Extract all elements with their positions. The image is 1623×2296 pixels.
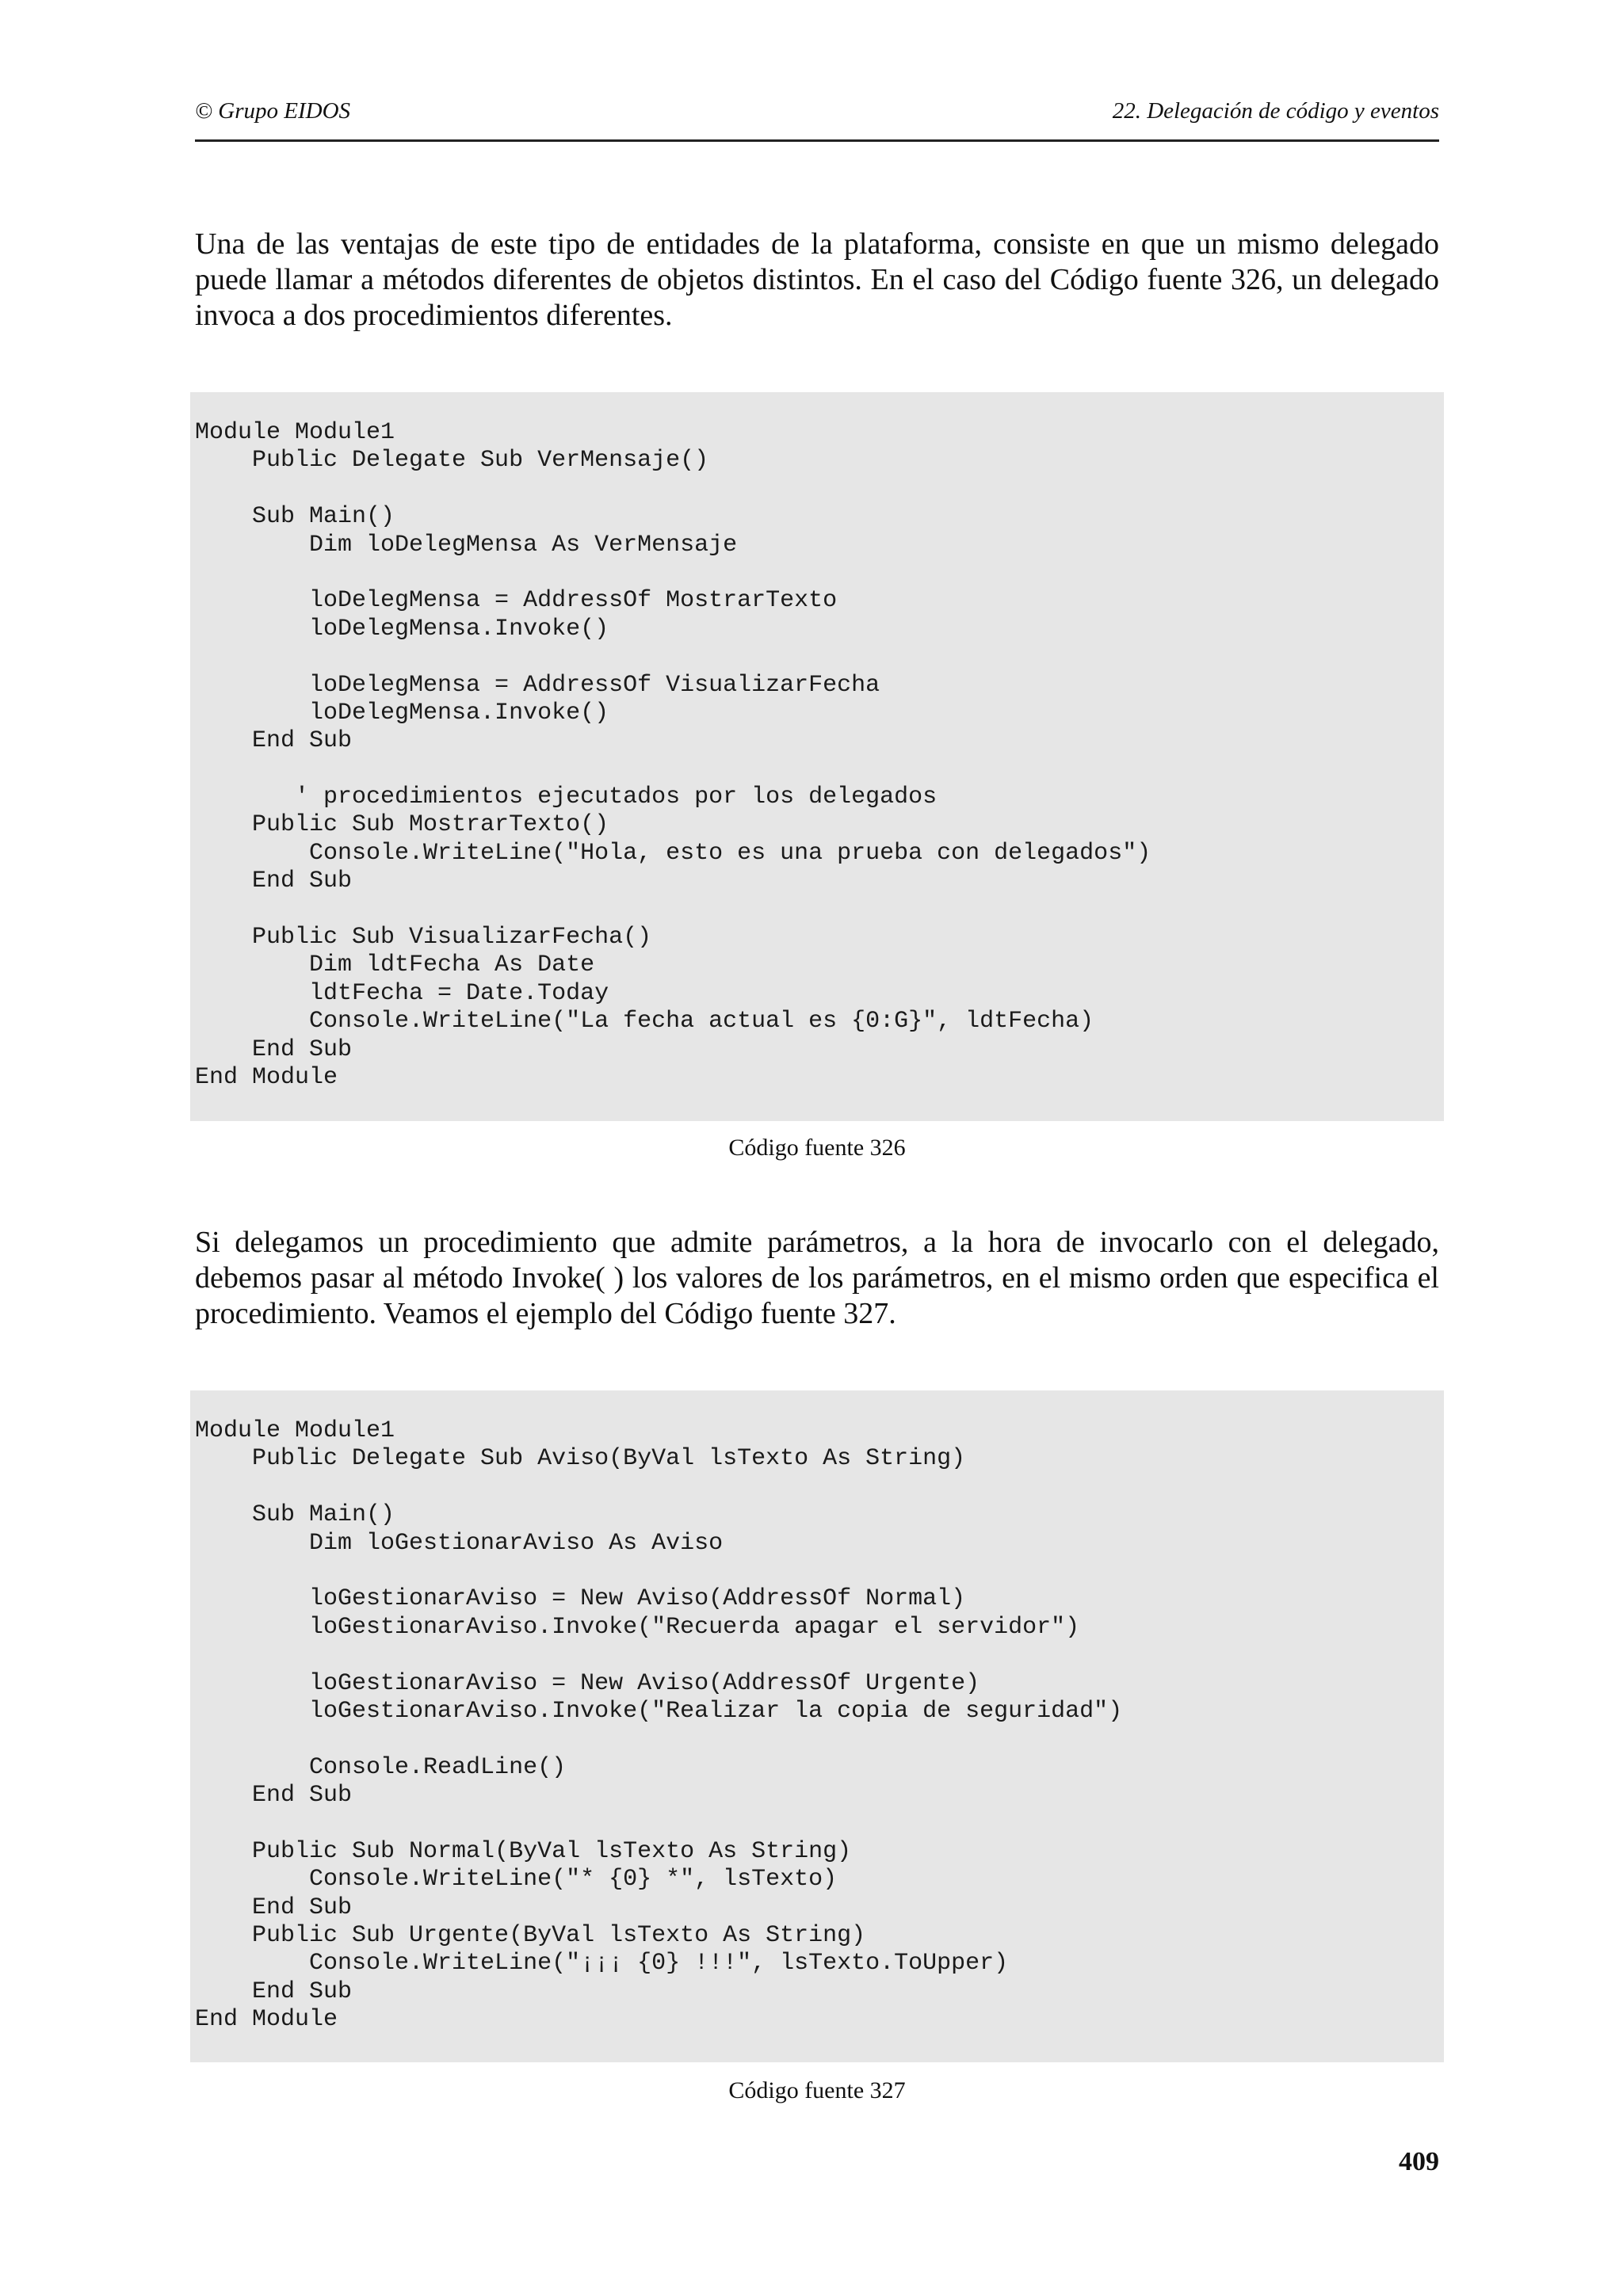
- code-line: End Module: [195, 1063, 338, 1091]
- code-line: Dim ldtFecha As Date: [195, 952, 595, 979]
- code-line: [195, 1726, 1444, 1753]
- code-line: [195, 1810, 1444, 1837]
- paragraph: Si delegamos un procedimiento que admite parámetros, a la hora de invocarlo con el delegado, debemos pasar al método Invoke( ) los valores de los parámetros, en el mismo orden que especifica el procedimiento. Veamos el ejemplo del Código fuente 327.: [195, 1226, 1439, 1330]
- code-line: Console.WriteLine("¡¡¡ {0} !!!", lsTexto.ToUpper): [195, 1950, 1009, 1978]
- code-line: End Module: [195, 2006, 338, 2034]
- code-line: loGestionarAviso.Invoke("Realizar la copia de seguridad"): [195, 1697, 1123, 1725]
- code-line: [195, 643, 1444, 671]
- code-line: ldtFecha = Date.Today: [195, 979, 609, 1007]
- code-line: Sub Main(): [195, 1501, 395, 1529]
- header-publisher: © Grupo EIDOS: [195, 98, 351, 124]
- code-line: loDelegMensa.Invoke(): [195, 699, 609, 727]
- code-line: Console.ReadLine(): [195, 1753, 567, 1781]
- code-line: Console.WriteLine("La fecha actual es {0:G}", ldtFecha): [195, 1008, 1094, 1035]
- code-line: Public Sub MostrarTexto(): [195, 811, 609, 839]
- header-chapter-title: 22. Delegación de código y eventos: [1112, 98, 1439, 124]
- code-line: Console.WriteLine("Hola, esto es una prueba con delegados"): [195, 839, 1151, 867]
- code-line: [195, 1558, 1444, 1585]
- page-header: [195, 93, 1439, 142]
- code-line: End Sub: [195, 868, 353, 895]
- code-line: Dim loDelegMensa As VerMensaje: [195, 531, 738, 559]
- code-line: End Sub: [195, 727, 353, 755]
- code-line: [195, 1474, 1444, 1501]
- code-line: Public Sub Urgente(ByVal lsTexto As String): [195, 1922, 866, 1950]
- code-line: Public Sub VisualizarFecha(): [195, 924, 652, 952]
- code-line: End Sub: [195, 1782, 353, 1810]
- code-line: [195, 559, 1444, 587]
- code-line: End Sub: [195, 1894, 353, 1921]
- code-line: End Sub: [195, 1035, 353, 1063]
- code-line: [195, 475, 1444, 503]
- code-line: loGestionarAviso = New Aviso(AddressOf Urgente): [195, 1669, 980, 1697]
- code-line: [195, 1642, 1444, 1669]
- code-caption: Código fuente 327: [728, 2077, 906, 2103]
- code-line: Public Delegate Sub Aviso(ByVal lsTexto As String): [195, 1445, 966, 1473]
- code-line: Module Module1: [195, 1417, 395, 1444]
- code-line: Public Sub Normal(ByVal lsTexto As String): [195, 1837, 852, 1865]
- code-line: Sub Main(): [195, 503, 395, 531]
- code-caption: Código fuente 326: [728, 1135, 906, 1161]
- code-line: loDelegMensa = AddressOf MostrarTexto: [195, 587, 838, 615]
- code-block: [190, 392, 1444, 1121]
- code-line: loGestionarAviso = New Aviso(AddressOf Normal): [195, 1585, 966, 1613]
- code-line: Console.WriteLine("* {0} *", lsTexto): [195, 1866, 838, 1894]
- code-line: loGestionarAviso.Invoke("Recuerda apagar el servidor"): [195, 1613, 1080, 1641]
- code-line: [195, 896, 1444, 924]
- code-line: Public Delegate Sub VerMensaje(): [195, 447, 709, 475]
- code-line: [195, 756, 1444, 784]
- page-number: 409: [1399, 2147, 1439, 2176]
- code-line: Module Module1: [195, 419, 395, 446]
- code-line: Dim loGestionarAviso As Aviso: [195, 1529, 724, 1557]
- paragraph: Una de las ventajas de este tipo de entidades de la plataforma, consiste en que un mismo delegado puede llamar a métodos diferentes de objetos distintos. En el caso del Código fuente 326, un delegado invoca a dos procedimientos diferentes.: [195, 227, 1439, 332]
- code-line: loDelegMensa.Invoke(): [195, 615, 609, 643]
- code-line: loDelegMensa = AddressOf VisualizarFecha: [195, 671, 880, 699]
- code-block: [190, 1390, 1444, 2062]
- code-line: End Sub: [195, 1978, 353, 2005]
- code-line: ' procedimientos ejecutados por los delegados: [195, 784, 938, 811]
